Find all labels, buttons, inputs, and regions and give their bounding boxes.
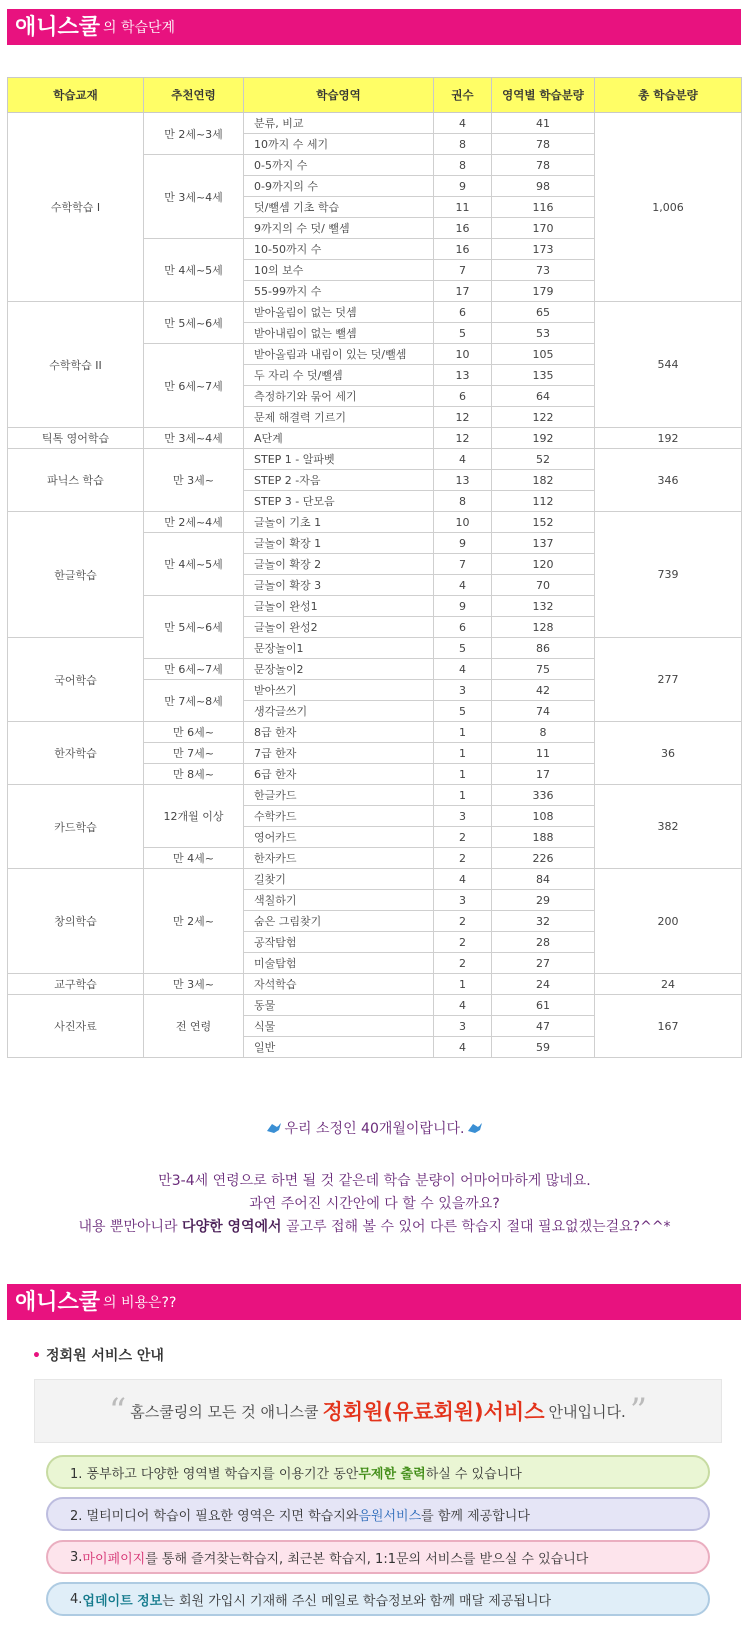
subject-cell: 국어학습 bbox=[8, 638, 144, 722]
service-item-text: 2. 멀티미디어 학습이 필요한 영역은 지면 학습지와 bbox=[70, 1508, 359, 1524]
area-cell: 문장놀이2 bbox=[244, 659, 434, 680]
table-header-row bbox=[8, 78, 742, 113]
volume-cell: 6 bbox=[434, 617, 492, 638]
bird-icon bbox=[265, 1121, 283, 1135]
amount-cell: 128 bbox=[492, 617, 595, 638]
amount-cell: 28 bbox=[492, 932, 595, 953]
amount-cell: 78 bbox=[492, 155, 595, 176]
age-cell: 만 5세~6세 bbox=[144, 302, 244, 344]
age-cell: 만 3세~ bbox=[144, 974, 244, 995]
volume-cell: 7 bbox=[434, 260, 492, 281]
service-item-4 bbox=[46, 1582, 710, 1616]
area-cell: 일반 bbox=[244, 1037, 434, 1058]
amount-cell: 41 bbox=[492, 113, 595, 134]
area-cell: 길찾기 bbox=[244, 869, 434, 890]
table-row bbox=[8, 722, 742, 743]
amount-cell: 192 bbox=[492, 428, 595, 449]
volume-cell: 8 bbox=[434, 491, 492, 512]
area-cell: 공작탐험 bbox=[244, 932, 434, 953]
col-header-total: 총 학습분량 bbox=[595, 78, 742, 113]
amount-cell: 188 bbox=[492, 827, 595, 848]
table-row bbox=[8, 869, 742, 890]
amount-cell: 42 bbox=[492, 680, 595, 701]
volume-cell: 4 bbox=[434, 113, 492, 134]
amount-cell: 182 bbox=[492, 470, 595, 491]
volume-cell: 1 bbox=[434, 785, 492, 806]
area-cell: 10-50까지 수 bbox=[244, 239, 434, 260]
area-cell: 글놀이 확장 3 bbox=[244, 575, 434, 596]
quote-text-b: 안내입니다. bbox=[548, 1402, 626, 1421]
area-cell: 10의 보수 bbox=[244, 260, 434, 281]
bullet-icon: • bbox=[32, 1348, 41, 1364]
volume-cell: 2 bbox=[434, 848, 492, 869]
age-cell: 전 연령 bbox=[144, 995, 244, 1058]
amount-cell: 65 bbox=[492, 302, 595, 323]
area-cell: 동물 bbox=[244, 995, 434, 1016]
close-quote-icon: ” bbox=[629, 1391, 648, 1431]
subject-cell: 파닉스 학습 bbox=[8, 449, 144, 512]
note-line-3: 과연 주어진 시간안에 다 할 수 있을까요? bbox=[249, 1196, 500, 1212]
note-line-4-part-b: 골고루 접해 볼 수 있어 다른 학습지 절대 필요없겠는걸요?^^* bbox=[281, 1219, 671, 1235]
note-line-4 bbox=[0, 1216, 749, 1236]
service-item-text: 를 통해 즐겨찾는학습지, 최근본 학습지, 1:1문의 서비스를 받으실 수 있습니다 bbox=[145, 1551, 589, 1567]
area-cell: 숨은 그림찾기 bbox=[244, 911, 434, 932]
age-cell: 만 3세~4세 bbox=[144, 155, 244, 239]
subject-cell: 한자학습 bbox=[8, 722, 144, 785]
area-cell: STEP 2 -자음 bbox=[244, 470, 434, 491]
volume-cell: 1 bbox=[434, 974, 492, 995]
area-cell: STEP 3 - 단모음 bbox=[244, 491, 434, 512]
volume-cell: 9 bbox=[434, 176, 492, 197]
area-cell: 8급 한자 bbox=[244, 722, 434, 743]
table-row bbox=[8, 512, 742, 533]
amount-cell: 59 bbox=[492, 1037, 595, 1058]
volume-cell: 3 bbox=[434, 680, 492, 701]
service-item-highlight: 음원서비스 bbox=[358, 1508, 422, 1524]
amount-cell: 8 bbox=[492, 722, 595, 743]
note-line-4-highlight: 다양한 영역에서 bbox=[182, 1219, 282, 1235]
subject-cell: 사진자료 bbox=[8, 995, 144, 1058]
amount-cell: 86 bbox=[492, 638, 595, 659]
amount-cell: 135 bbox=[492, 365, 595, 386]
amount-cell: 132 bbox=[492, 596, 595, 617]
volume-cell: 6 bbox=[434, 386, 492, 407]
volume-cell: 6 bbox=[434, 302, 492, 323]
amount-cell: 173 bbox=[492, 239, 595, 260]
area-cell: 측정하기와 묶어 세기 bbox=[244, 386, 434, 407]
table-row bbox=[8, 428, 742, 449]
area-cell: 덧/뺄셈 기초 학습 bbox=[244, 197, 434, 218]
age-cell: 만 7세~ bbox=[144, 743, 244, 764]
area-cell: 55-99까지 수 bbox=[244, 281, 434, 302]
amount-cell: 112 bbox=[492, 491, 595, 512]
age-cell: 만 4세~ bbox=[144, 848, 244, 869]
area-cell: 수학카드 bbox=[244, 806, 434, 827]
amount-cell: 47 bbox=[492, 1016, 595, 1037]
total-cell: 1,006 bbox=[595, 113, 742, 302]
area-cell: A단계 bbox=[244, 428, 434, 449]
col-header-volumes: 권수 bbox=[434, 78, 492, 113]
note-line-2: 만3-4세 연령으로 하면 될 것 같은데 학습 분량이 어마어마하게 많네요. bbox=[158, 1173, 591, 1189]
volume-cell: 11 bbox=[434, 197, 492, 218]
volume-cell: 8 bbox=[434, 134, 492, 155]
subject-cell: 한글학습 bbox=[8, 512, 144, 638]
amount-cell: 32 bbox=[492, 911, 595, 932]
volume-cell: 9 bbox=[434, 533, 492, 554]
area-cell: 영어카드 bbox=[244, 827, 434, 848]
volume-cell: 4 bbox=[434, 869, 492, 890]
age-cell: 만 6세~ bbox=[144, 722, 244, 743]
age-cell: 만 3세~ bbox=[144, 449, 244, 512]
area-cell: 생각글쓰기 bbox=[244, 701, 434, 722]
amount-cell: 73 bbox=[492, 260, 595, 281]
service-item-text: 를 함께 제공합니다 bbox=[421, 1508, 530, 1524]
note-line-1 bbox=[0, 1118, 749, 1138]
total-cell: 192 bbox=[595, 428, 742, 449]
volume-cell: 7 bbox=[434, 554, 492, 575]
table-row bbox=[8, 302, 742, 323]
age-cell: 만 6세~7세 bbox=[144, 659, 244, 680]
volume-cell: 12 bbox=[434, 407, 492, 428]
service-item-highlight: 마이페이지 bbox=[82, 1551, 146, 1567]
table-row bbox=[8, 638, 742, 659]
table-row bbox=[8, 113, 742, 134]
amount-cell: 226 bbox=[492, 848, 595, 869]
volume-cell: 4 bbox=[434, 1037, 492, 1058]
area-cell: 두 자리 수 덧/뺄셈 bbox=[244, 365, 434, 386]
amount-cell: 11 bbox=[492, 743, 595, 764]
area-cell: 9까지의 수 덧/ 뺄셈 bbox=[244, 218, 434, 239]
service-item-text: 3. bbox=[70, 1549, 83, 1565]
table-row bbox=[8, 785, 742, 806]
note-text-age: 우리 소정인 40개월이랍니다. bbox=[284, 1121, 465, 1137]
total-cell: 24 bbox=[595, 974, 742, 995]
table-row bbox=[8, 974, 742, 995]
section-header-learning-steps bbox=[7, 9, 741, 45]
volume-cell: 17 bbox=[434, 281, 492, 302]
subject-cell: 수학학습 II bbox=[8, 302, 144, 428]
volume-cell: 4 bbox=[434, 995, 492, 1016]
volume-cell: 3 bbox=[434, 890, 492, 911]
subject-cell: 교구학습 bbox=[8, 974, 144, 995]
volume-cell: 3 bbox=[434, 1016, 492, 1037]
age-cell: 만 4세~5세 bbox=[144, 239, 244, 302]
total-cell: 167 bbox=[595, 995, 742, 1058]
subject-cell: 카드학습 bbox=[8, 785, 144, 869]
service-item-text: 1. 풍부하고 다양한 영역별 학습지를 이용기간 동안 bbox=[70, 1466, 359, 1482]
service-item-1 bbox=[46, 1455, 710, 1489]
age-cell: 만 2세~3세 bbox=[144, 113, 244, 155]
area-cell: 색칠하기 bbox=[244, 890, 434, 911]
volume-cell: 10 bbox=[434, 512, 492, 533]
area-cell: 글놀이 확장 1 bbox=[244, 533, 434, 554]
volume-cell: 9 bbox=[434, 596, 492, 617]
amount-cell: 152 bbox=[492, 512, 595, 533]
age-cell: 만 3세~4세 bbox=[144, 428, 244, 449]
volume-cell: 1 bbox=[434, 743, 492, 764]
amount-cell: 108 bbox=[492, 806, 595, 827]
amount-cell: 120 bbox=[492, 554, 595, 575]
volume-cell: 2 bbox=[434, 911, 492, 932]
total-cell: 544 bbox=[595, 302, 742, 428]
amount-cell: 84 bbox=[492, 869, 595, 890]
total-cell: 739 bbox=[595, 512, 742, 638]
service-item-text: 하실 수 있습니다 bbox=[425, 1466, 522, 1482]
table-row bbox=[8, 449, 742, 470]
area-cell: 한자카드 bbox=[244, 848, 434, 869]
amount-cell: 78 bbox=[492, 134, 595, 155]
amount-cell: 70 bbox=[492, 575, 595, 596]
area-cell: 한글카드 bbox=[244, 785, 434, 806]
area-cell: 7급 한자 bbox=[244, 743, 434, 764]
area-cell: 글놀이 기초 1 bbox=[244, 512, 434, 533]
amount-cell: 29 bbox=[492, 890, 595, 911]
amount-cell: 336 bbox=[492, 785, 595, 806]
volume-cell: 5 bbox=[434, 638, 492, 659]
service-item-text: 4. bbox=[70, 1591, 83, 1607]
age-cell: 만 2세~ bbox=[144, 869, 244, 974]
volume-cell: 5 bbox=[434, 701, 492, 722]
service-title-text: 정회원 서비스 안내 bbox=[45, 1348, 164, 1364]
area-cell: 분류, 비교 bbox=[244, 113, 434, 134]
amount-cell: 137 bbox=[492, 533, 595, 554]
area-cell: 문제 해결력 기르기 bbox=[244, 407, 434, 428]
brand-title: 애니스쿨 bbox=[15, 1290, 101, 1315]
subject-cell: 창의학습 bbox=[8, 869, 144, 974]
subject-cell: 틱톡 영어학습 bbox=[8, 428, 144, 449]
age-cell: 만 6세~7세 bbox=[144, 344, 244, 428]
area-cell: 받아올림이 없는 덧셈 bbox=[244, 302, 434, 323]
volume-cell: 4 bbox=[434, 659, 492, 680]
area-cell: 받아올림과 내림이 있는 덧/뺄셈 bbox=[244, 344, 434, 365]
age-cell: 만 8세~ bbox=[144, 764, 244, 785]
open-quote-icon: “ bbox=[108, 1391, 127, 1431]
quote-highlight: 정회원(유료회원)서비스 bbox=[322, 1400, 545, 1424]
service-item-text: 는 회원 가입시 기재해 주신 메일로 학습정보와 함께 매달 제공됩니다 bbox=[162, 1593, 552, 1609]
area-cell: 글놀이 완성1 bbox=[244, 596, 434, 617]
volume-cell: 5 bbox=[434, 323, 492, 344]
note-line-4-part-a: 내용 뿐만아니라 bbox=[78, 1219, 183, 1235]
service-item-3 bbox=[46, 1540, 710, 1574]
brand-title: 애니스쿨 bbox=[15, 15, 101, 40]
volume-cell: 3 bbox=[434, 806, 492, 827]
area-cell: 0-9까지의 수 bbox=[244, 176, 434, 197]
total-cell: 382 bbox=[595, 785, 742, 869]
age-cell: 만 5세~6세 bbox=[144, 596, 244, 659]
age-cell: 만 2세~4세 bbox=[144, 512, 244, 533]
service-item-2 bbox=[46, 1497, 710, 1531]
amount-cell: 179 bbox=[492, 281, 595, 302]
volume-cell: 8 bbox=[434, 155, 492, 176]
area-cell: 식물 bbox=[244, 1016, 434, 1037]
col-header-area: 학습영역 bbox=[244, 78, 434, 113]
volume-cell: 10 bbox=[434, 344, 492, 365]
area-cell: 미술탐험 bbox=[244, 953, 434, 974]
volume-cell: 4 bbox=[434, 449, 492, 470]
amount-cell: 61 bbox=[492, 995, 595, 1016]
area-cell: STEP 1 - 알파벳 bbox=[244, 449, 434, 470]
volume-cell: 13 bbox=[434, 470, 492, 491]
quote-text-a: 홈스쿨링의 모든 것 애니스쿨 bbox=[130, 1402, 319, 1421]
area-cell: 받아내림이 없는 뺄셈 bbox=[244, 323, 434, 344]
amount-cell: 116 bbox=[492, 197, 595, 218]
section-subtitle: 의 학습단계 bbox=[103, 20, 176, 36]
amount-cell: 122 bbox=[492, 407, 595, 428]
area-cell: 자석학습 bbox=[244, 974, 434, 995]
total-cell: 200 bbox=[595, 869, 742, 974]
volume-cell: 2 bbox=[434, 953, 492, 974]
service-item-highlight: 무제한 출력 bbox=[358, 1466, 426, 1482]
service-quote-box bbox=[34, 1379, 722, 1443]
col-header-amount: 영역별 학습분량 bbox=[492, 78, 595, 113]
amount-cell: 17 bbox=[492, 764, 595, 785]
volume-cell: 2 bbox=[434, 827, 492, 848]
bird-icon bbox=[466, 1121, 484, 1135]
amount-cell: 27 bbox=[492, 953, 595, 974]
section-header-cost bbox=[7, 1284, 741, 1320]
area-cell: 글놀이 확장 2 bbox=[244, 554, 434, 575]
subject-cell: 수학학습 I bbox=[8, 113, 144, 302]
volume-cell: 12 bbox=[434, 428, 492, 449]
volume-cell: 2 bbox=[434, 932, 492, 953]
amount-cell: 105 bbox=[492, 344, 595, 365]
volume-cell: 1 bbox=[434, 764, 492, 785]
amount-cell: 64 bbox=[492, 386, 595, 407]
amount-cell: 170 bbox=[492, 218, 595, 239]
col-header-subject: 학습교재 bbox=[8, 78, 144, 113]
amount-cell: 53 bbox=[492, 323, 595, 344]
amount-cell: 74 bbox=[492, 701, 595, 722]
area-cell: 문장놀이1 bbox=[244, 638, 434, 659]
area-cell: 글놀이 완성2 bbox=[244, 617, 434, 638]
col-header-age: 추천연령 bbox=[144, 78, 244, 113]
area-cell: 받아쓰기 bbox=[244, 680, 434, 701]
amount-cell: 52 bbox=[492, 449, 595, 470]
volume-cell: 1 bbox=[434, 722, 492, 743]
total-cell: 277 bbox=[595, 638, 742, 722]
amount-cell: 98 bbox=[492, 176, 595, 197]
age-cell: 12개월 이상 bbox=[144, 785, 244, 848]
service-item-highlight: 업데이트 정보 bbox=[82, 1593, 163, 1609]
amount-cell: 75 bbox=[492, 659, 595, 680]
volume-cell: 4 bbox=[434, 575, 492, 596]
amount-cell: 24 bbox=[492, 974, 595, 995]
volume-cell: 16 bbox=[434, 239, 492, 260]
volume-cell: 16 bbox=[434, 218, 492, 239]
service-title bbox=[32, 1345, 164, 1365]
age-cell: 만 4세~5세 bbox=[144, 533, 244, 596]
section-subtitle: 의 비용은?? bbox=[103, 1295, 177, 1311]
age-cell: 만 7세~8세 bbox=[144, 680, 244, 722]
total-cell: 36 bbox=[595, 722, 742, 785]
area-cell: 0-5까지 수 bbox=[244, 155, 434, 176]
total-cell: 346 bbox=[595, 449, 742, 512]
learning-steps-table bbox=[7, 77, 742, 1058]
area-cell: 10까지 수 세기 bbox=[244, 134, 434, 155]
table-row bbox=[8, 995, 742, 1016]
volume-cell: 13 bbox=[434, 365, 492, 386]
area-cell: 6급 한자 bbox=[244, 764, 434, 785]
